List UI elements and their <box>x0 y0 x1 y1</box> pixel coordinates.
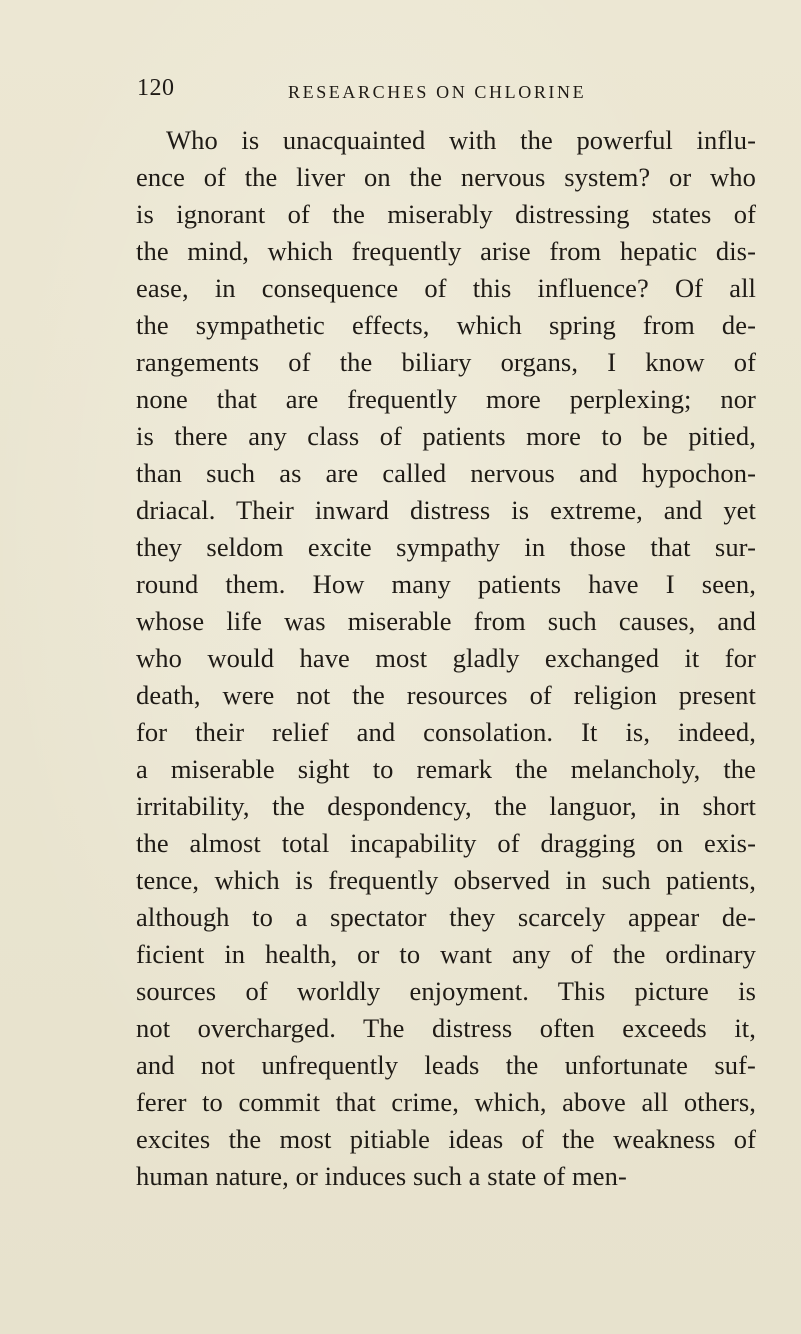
text-line: the almost total incapability of dragging on exis- <box>136 828 756 858</box>
text-line: Who is unacquainted with the powerful influ- <box>166 125 756 155</box>
text-line: ficient in health, or to want any of the ordinary <box>136 939 756 969</box>
text-line: although to a spectator they scarcely appear de- <box>136 902 756 932</box>
body-text <box>136 122 756 1195</box>
text-line: than such as are called nervous and hypochon- <box>136 458 756 488</box>
text-line: irritability, the despondency, the languor, in short <box>136 791 756 821</box>
text-line: human nature, or induces such a state of men- <box>136 1161 627 1191</box>
text-line: none that are frequently more perplexing; nor <box>136 384 756 414</box>
text-line: rangements of the biliary organs, I know of <box>136 347 756 377</box>
text-line: is ignorant of the miserably distressing states of <box>136 199 756 229</box>
text-line: the mind, which frequently arise from hepatic dis- <box>136 236 756 266</box>
text-line: excites the most pitiable ideas of the weakness of <box>136 1124 756 1154</box>
text-line: and not unfrequently leads the unfortunate suf- <box>136 1050 756 1080</box>
text-line: who would have most gladly exchanged it for <box>136 643 756 673</box>
text-line: is there any class of patients more to be pitied, <box>136 421 756 451</box>
text-line: driacal. Their inward distress is extreme, and yet <box>136 495 756 525</box>
text-line: ease, in consequence of this influence? Of all <box>136 273 756 303</box>
text-line: not overcharged. The distress often exceeds it, <box>136 1013 756 1043</box>
page-number: 120 <box>137 75 175 101</box>
text-line: the sympathetic effects, which spring from de- <box>136 310 756 340</box>
text-line: for their relief and consolation. It is, indeed, <box>136 717 756 747</box>
running-head: RESEARCHES ON CHLORINE <box>288 82 587 102</box>
text-line: ferer to commit that crime, which, above all others, <box>136 1087 756 1117</box>
text-line: round them. How many patients have I seen, <box>136 569 756 599</box>
text-line: a miserable sight to remark the melancholy, the <box>136 754 756 784</box>
page-header <box>0 62 801 102</box>
text-line: death, were not the resources of religion present <box>136 680 756 710</box>
text-line: ence of the liver on the nervous system? or who <box>136 162 756 192</box>
text-line: they seldom excite sympathy in those that sur- <box>136 532 756 562</box>
text-line: tence, which is frequently observed in such patients, <box>136 865 756 895</box>
text-line: whose life was miserable from such causes, and <box>136 606 756 636</box>
text-line: sources of worldly enjoyment. This picture is <box>136 976 756 1006</box>
